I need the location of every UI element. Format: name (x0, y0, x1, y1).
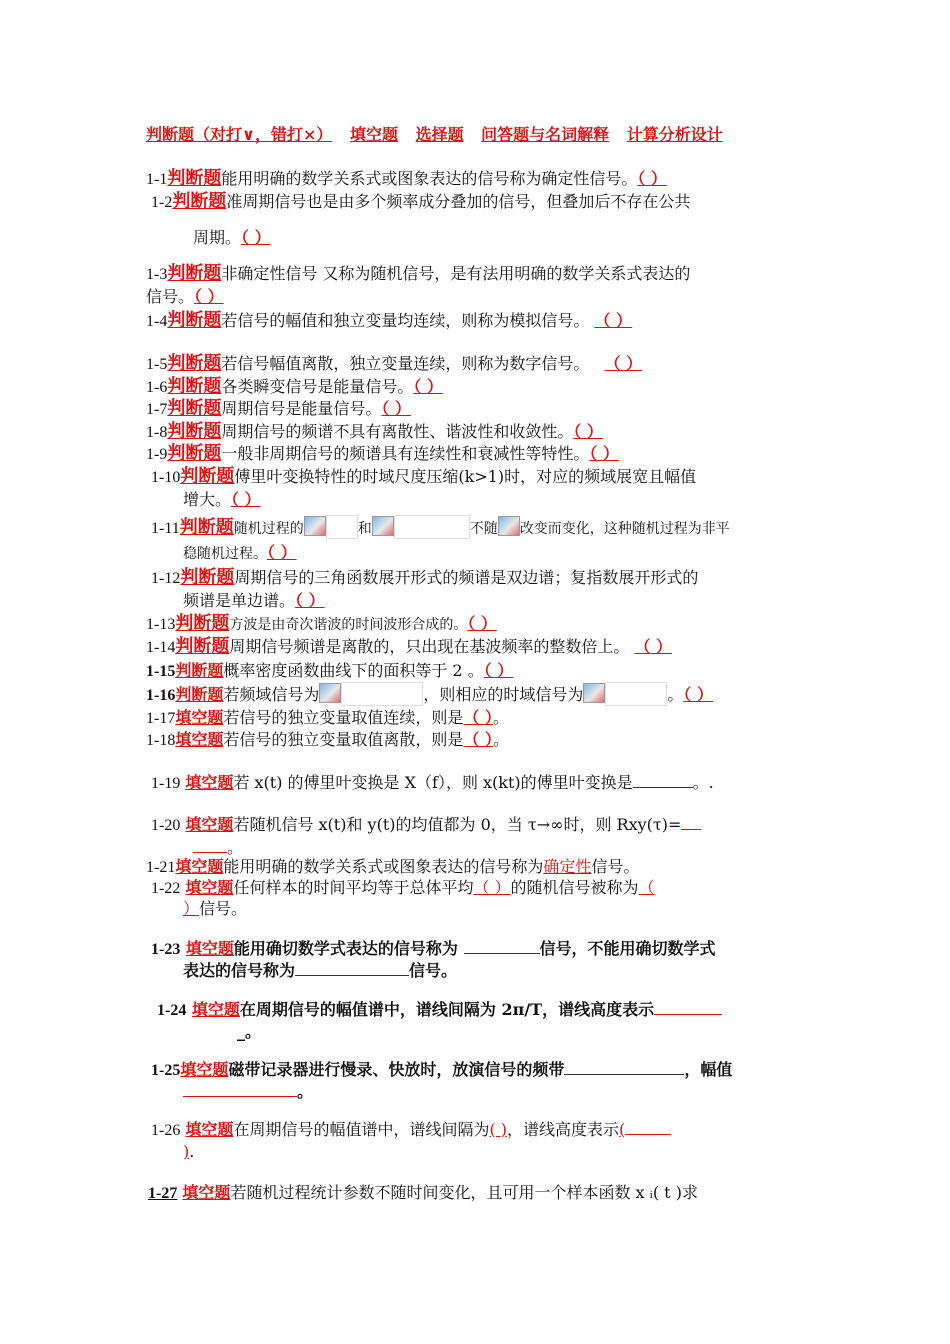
answer-paren[interactable]: （ ） (413, 377, 443, 396)
question-text: 信号。 (591, 857, 640, 876)
question-1-22-cont (183, 897, 247, 920)
question-text: 若信号幅值离散，独立变量连续，则称为数字信号。 (221, 354, 590, 373)
question-text: 周期。 (193, 228, 242, 247)
fill-tag[interactable]: 填空题 (185, 815, 234, 834)
question-text: 若随机信号 x(t)和 y(t)的均值都为 0，当 τ→∞时，则 Rxy(τ)= (233, 815, 682, 834)
fill-tag[interactable]: 填空题 (191, 1000, 240, 1019)
answer-paren[interactable]: （ ） (634, 637, 673, 656)
question-text: 周期信号的频谱不具有离散性、谐波性和收敛性。 (221, 422, 574, 441)
header-judge[interactable]: 判断题（对打∨，错打×） (146, 125, 333, 144)
question-text: 。 (492, 730, 509, 749)
question-text: 若频域信号为 (223, 685, 320, 704)
question-1-8 (146, 420, 603, 444)
judge-tag[interactable]: 判断题 (167, 398, 222, 419)
fill-tag[interactable]: 填空题 (185, 773, 234, 792)
question-number: 1-25 (151, 1062, 181, 1079)
formula-image-icon (372, 516, 394, 536)
answer-paren[interactable]: （ ） (463, 730, 493, 749)
fill-tag[interactable]: 填空题 (175, 730, 224, 749)
answer-blank[interactable] (464, 939, 540, 954)
question-1-12 (151, 566, 698, 590)
answer-paren[interactable]: （ ） (381, 399, 411, 418)
fill-tag[interactable]: 填空题 (185, 1120, 234, 1139)
question-1-14 (146, 635, 672, 659)
formula-box (394, 515, 470, 539)
answer-blank[interactable] (564, 1060, 684, 1075)
answer-paren[interactable]: （ (638, 878, 655, 897)
question-number: 1-9 (146, 446, 168, 463)
answer-paren[interactable]: （ ） (241, 228, 271, 247)
answer-paren[interactable]: ( (619, 1120, 626, 1139)
header-fill[interactable]: 填空题 (349, 125, 398, 144)
question-1-24 (157, 998, 722, 1022)
answer-blank[interactable] (681, 815, 701, 830)
answer-paren[interactable]: （ ） (231, 490, 261, 509)
question-text: 频谱是单边谱。 (183, 591, 296, 610)
question-1-5 (146, 352, 642, 376)
header-calc[interactable]: 计算分析设计 (626, 125, 723, 144)
question-number: 1-18 (146, 732, 176, 749)
question-text: 增大。 (183, 490, 232, 509)
question-number: 1-6 (146, 379, 168, 396)
fill-tag[interactable]: 填空题 (175, 708, 224, 727)
question-number: 1-12 (151, 570, 181, 587)
question-text: 周期信号频谱是离散的，只出现在基波频率的整数倍上。 (229, 637, 630, 656)
judge-tag[interactable]: 判断题 (167, 168, 222, 189)
question-1-10-cont (183, 488, 261, 511)
question-1-11-cont (183, 541, 297, 566)
question-text: 。 (297, 1082, 314, 1101)
question-text: 周期信号是能量信号。 (221, 399, 382, 418)
answer-blank[interactable] (633, 773, 693, 788)
question-number: 1-13 (146, 616, 176, 633)
fill-tag[interactable]: 填空题 (180, 1060, 229, 1079)
question-text: 。 (492, 708, 509, 727)
judge-tag[interactable]: 判断题 (167, 443, 222, 464)
question-text: 不随 (469, 521, 498, 537)
question-text: 能用明确的数学关系式或图象表达的信号称为确定性信号。 (221, 169, 638, 188)
question-text: 方波是由奇次谐波的时间波形合成的。 (229, 617, 468, 633)
question-number: 1-11 (151, 520, 180, 537)
question-1-24-cont (237, 1020, 261, 1043)
question-text: 准周期信号也是由多个频率成分叠加的信号，但叠加后不存在公共 (226, 192, 691, 211)
question-number: 1-23 (151, 941, 181, 958)
answer-paren[interactable]: ) (183, 1142, 190, 1161)
question-1-16 (146, 682, 713, 707)
fill-tag[interactable]: 填空题 (175, 857, 224, 876)
judge-tag[interactable]: 判断题 (175, 661, 224, 680)
header-qa[interactable]: 问答题与名词解释 (481, 125, 610, 144)
judge-tag[interactable]: 判断题 (175, 613, 230, 634)
question-1-11 (151, 515, 730, 541)
question-text: 能用确切数学式表达的信号称为 (233, 939, 458, 958)
header-choice[interactable]: 选择题 (415, 125, 464, 144)
formula-image-icon (304, 516, 326, 536)
answer-paren[interactable]: （ ） (573, 422, 603, 441)
question-1-2-cont (193, 226, 271, 249)
answer-blank[interactable] (193, 838, 227, 853)
question-1-15 (146, 659, 513, 683)
judge-tag[interactable]: 判断题 (175, 685, 224, 704)
question-text: 傅里叶变换特性的时域尺度压缩(k>1)时，对应的频域展宽且幅值 (234, 467, 697, 486)
section-header (146, 122, 735, 145)
question-text: 信号。 (199, 899, 248, 918)
answer-paren[interactable]: （ ） (267, 543, 297, 562)
question-1-2 (151, 190, 690, 214)
formula-image-icon (319, 683, 341, 703)
question-1-25 (151, 1058, 732, 1082)
question-text: 改变而变化，这种随机过程为非平 (519, 521, 730, 537)
question-1-27 (148, 1181, 698, 1205)
question-text: 。 (667, 685, 684, 704)
question-1-10 (151, 465, 696, 489)
question-number: 1-5 (146, 356, 168, 373)
question-text: 和 (357, 521, 372, 537)
answer-paren[interactable]: （ ） (637, 169, 667, 188)
answer-paren[interactable]: ( ) (489, 1120, 508, 1139)
question-text: 信号。 (409, 961, 458, 980)
question-text: _。 (237, 1022, 262, 1041)
question-text: 各类瞬变信号是能量信号。 (221, 377, 414, 396)
formula-box (326, 515, 358, 539)
formula-image-icon (583, 683, 605, 703)
judge-tag[interactable]: 判断题 (167, 376, 222, 397)
question-text: ，幅值 (684, 1060, 733, 1079)
question-text: 非确定性信号 又称为随机信号，是有法用明确的数学关系式表达的 (221, 264, 691, 283)
question-text: 稳随机过程。 (183, 546, 267, 562)
answer-paren[interactable]: （ ） (194, 287, 224, 306)
question-number: 1-16 (146, 687, 176, 704)
question-text: 在周期信号的幅值谱中，谱线间隔为 2π/T，谱线高度表示 (239, 1000, 655, 1019)
answer-filled[interactable]: 确定性 (543, 857, 592, 876)
question-number: 1-10 (151, 469, 181, 486)
judge-tag[interactable]: 判断题 (167, 263, 222, 284)
question-text: ，则相应的时域信号为 (423, 685, 584, 704)
question-1-23-cont (183, 959, 457, 982)
answer-blank[interactable] (654, 1000, 722, 1015)
question-text: 任何样本的时间平均等于总体平均 (233, 878, 474, 897)
answer-paren[interactable]: （ ） (604, 354, 643, 373)
answer-paren[interactable]: （ ） (463, 708, 493, 727)
question-text: 磁带记录器进行慢录、快放时，放演信号的频带 (228, 1060, 565, 1079)
question-number: 1-8 (146, 424, 168, 441)
question-1-1 (146, 167, 667, 191)
question-text: 周期信号的三角函数展开形式的频谱是双边谱；复指数展开形式的 (234, 568, 699, 587)
answer-paren[interactable]: （ ） (483, 661, 514, 680)
answer-paren[interactable]: （ ） (589, 444, 619, 463)
question-number: 1-26 (151, 1122, 181, 1139)
question-text: 若信号的独立变量取值连续，则是 (223, 708, 464, 727)
question-1-4 (146, 309, 632, 333)
question-1-9 (146, 442, 619, 466)
question-1-17 (146, 706, 509, 730)
question-text: 在周期信号的幅值谱中，谱线间隔为 (233, 1120, 490, 1139)
judge-tag[interactable]: 判断题 (180, 466, 235, 487)
judge-tag[interactable]: 判断题 (167, 353, 222, 374)
question-text: 信号。 (146, 287, 195, 306)
question-number: 1-19 (151, 775, 181, 792)
question-number: 1-4 (146, 313, 168, 330)
question-text: 。. (692, 773, 714, 792)
question-text: 。 (227, 838, 244, 857)
question-1-13 (146, 612, 497, 637)
question-number: 1-17 (146, 710, 176, 727)
formula-box (605, 682, 667, 706)
question-number: 1-20 (151, 817, 181, 834)
judge-tag[interactable]: 判断题 (172, 191, 227, 212)
judge-tag[interactable]: 判断题 (167, 421, 222, 442)
question-1-23 (151, 937, 716, 961)
answer-paren[interactable]: （ ） (594, 311, 633, 330)
question-number: 1-15 (146, 663, 176, 680)
formula-image-icon (498, 516, 520, 536)
question-1-18 (146, 728, 509, 752)
question-text: ，谱线高度表示 (507, 1120, 620, 1139)
question-text: 一般非周期信号的频谱具有连续性和衰减性等特性。 (221, 444, 590, 463)
question-text: 若信号的独立变量取值离散，则是 (223, 730, 464, 749)
question-number: 1-22 (151, 880, 181, 897)
judge-tag[interactable]: 判断题 (167, 310, 222, 331)
formula-box (341, 682, 423, 706)
question-text: 若 x(t) 的傅里叶变换是 X（f），则 x(kt)的傅里叶变换是 (233, 773, 633, 792)
question-number: 1-3 (146, 266, 168, 283)
question-1-25-cont (183, 1080, 313, 1103)
question-number: 1-14 (146, 639, 176, 656)
question-text: 若随机过程统计参数不随时间变化，且可用一个样本函数 x ᵢ( t )求 (230, 1183, 698, 1202)
question-text: 随机过程的 (233, 521, 304, 537)
question-1-7 (146, 397, 411, 421)
judge-tag[interactable]: 判断题 (180, 567, 235, 588)
question-text: 的随机信号被称为 (510, 878, 639, 897)
judge-tag[interactable]: 判断题 (179, 517, 234, 538)
answer-paren[interactable]: （ ） (467, 614, 497, 633)
question-1-6 (146, 375, 443, 399)
fill-tag[interactable]: 填空题 (185, 939, 234, 958)
question-text: 能用明确的数学关系式或图象表达的信号称为 (223, 857, 544, 876)
question-1-3-cont (146, 285, 224, 308)
judge-tag[interactable]: 判断题 (175, 636, 230, 657)
question-1-26-cont: ). (183, 1142, 195, 1161)
question-number: 1-7 (146, 401, 168, 418)
question-1-26 (151, 1118, 671, 1142)
answer-paren[interactable]: （ ） (473, 878, 511, 897)
answer-paren[interactable]: （ ） (683, 685, 713, 704)
answer-blank[interactable] (183, 1082, 297, 1097)
question-number: 1-2 (151, 194, 173, 211)
question-number: 1-21 (146, 859, 176, 876)
answer-blank[interactable] (295, 961, 409, 976)
fill-tag[interactable]: 填空题 (182, 1183, 231, 1202)
answer-paren[interactable]: ） (183, 899, 200, 918)
question-text: 信号，不能用确切数学式 (539, 939, 716, 958)
question-text: 概率密度函数曲线下的面积等于 2 。 (223, 661, 484, 680)
question-1-20 (151, 813, 701, 837)
question-1-19 (151, 771, 714, 795)
question-1-12-cont (183, 589, 325, 612)
question-number: 1-24 (157, 1002, 187, 1019)
question-number: 1-27 (148, 1185, 178, 1202)
question-text: 表达的信号称为 (183, 961, 296, 980)
question-1-3 (146, 262, 690, 286)
fill-tag[interactable]: 填空题 (185, 878, 234, 897)
answer-paren[interactable]: （ ） (295, 591, 325, 610)
question-number: 1-1 (146, 171, 168, 188)
question-text: 若信号的幅值和独立变量均连续，则称为模拟信号。 (221, 311, 590, 330)
answer-blank[interactable] (625, 1120, 671, 1135)
